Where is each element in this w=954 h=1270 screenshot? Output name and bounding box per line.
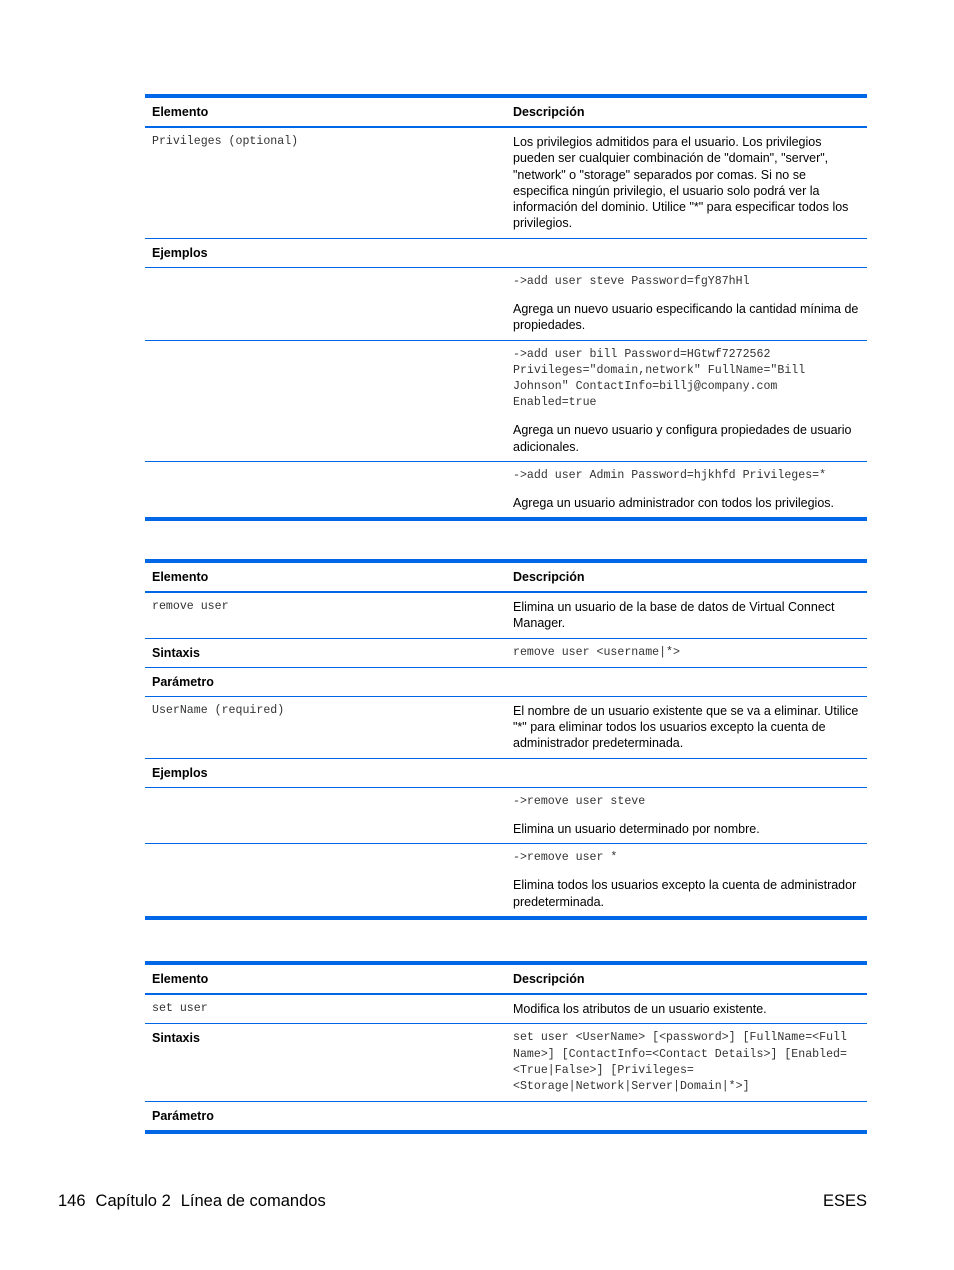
example-description: Elimina un usuario determinado por nombre. [513, 821, 760, 836]
header-elemento: Elemento [152, 570, 209, 584]
table-row [145, 593, 867, 639]
table-set-user [145, 961, 867, 1134]
param-label: Parámetro [152, 674, 214, 689]
header-descripcion: Descripción [513, 972, 585, 986]
example-command: ->remove user steve [513, 794, 646, 808]
example-row [145, 788, 867, 845]
examples-label: Ejemplos [152, 245, 208, 260]
examples-label: Ejemplos [152, 765, 208, 780]
param-label: Parámetro [152, 1109, 214, 1124]
item-name: Privileges (optional) [152, 135, 299, 148]
syntax-label: Sintaxis [152, 645, 200, 660]
table-row [145, 995, 867, 1024]
example-row [145, 341, 867, 462]
example-row [145, 462, 867, 518]
table-add-user [145, 94, 867, 521]
example-description: Agrega un nuevo usuario y configura propiedades de usuario adicionales. [513, 423, 852, 454]
param-description: El nombre de un usuario existente que se va a eliminar. Utilice "*" para eliminar todos los usuarios excepto la cuenta de administrador predeterminada. [513, 703, 859, 751]
header-elemento: Elemento [152, 972, 209, 986]
param-row [145, 697, 867, 759]
header-descripcion: Descripción [513, 105, 585, 119]
param-name: UserName (required) [152, 703, 285, 717]
item-description: Elimina un usuario de la base de datos de Virtual Connect Manager. [513, 600, 835, 631]
item-description: Modifica los atributos de un usuario existente. [513, 1002, 767, 1016]
example-description: Elimina todos los usuarios excepto la cuenta de administrador predeterminada. [513, 878, 857, 909]
table-bottom-rule [145, 517, 867, 521]
examples-label-row [145, 759, 867, 788]
table-bottom-rule [145, 1130, 867, 1134]
table-bottom-rule [145, 916, 867, 920]
table-remove-user [145, 559, 867, 920]
table-header-row [145, 563, 867, 593]
item-description: Los privilegios admitidos para el usuario. Los privilegios pueden ser cualquier combinación de "domain", "server", "network" o "storage" separados por comas. Si no se especifica ningún privilegio, el usuario solo podrá ver la información del dominio. Utilice "*" para especificar todos los privilegios. [513, 135, 849, 231]
example-command: ->add user steve Password=fgY87hHl [513, 274, 750, 288]
example-row [145, 268, 867, 341]
syntax-label: Sintaxis [152, 1031, 200, 1046]
header-elemento: Elemento [152, 105, 209, 119]
param-label-row [145, 1102, 867, 1130]
table-header-row [145, 965, 867, 995]
language-code: ESES [822, 1192, 867, 1210]
page-number: 146 [58, 1192, 86, 1210]
table-row [145, 128, 867, 239]
example-description: Agrega un usuario administrador con todos los privilegios. [513, 496, 835, 511]
example-row [145, 844, 867, 916]
table-header-row [145, 98, 867, 128]
chapter-title: Línea de comandos [180, 1192, 326, 1210]
chapter-label: Capítulo 2 [95, 1192, 171, 1210]
syntax-row [145, 639, 867, 668]
param-label-row [145, 668, 867, 697]
example-description: Agrega un nuevo usuario especificando la cantidad mínima de propiedades. [513, 301, 859, 333]
item-name: remove user [152, 600, 229, 613]
syntax-text: remove user <username|*> [513, 645, 680, 659]
example-command: ->remove user * [513, 851, 618, 865]
syntax-text: set user <UserName> [<password>] [FullName=<Full Name>] [ContactInfo=<Contact Details>] [Enabled=<True|False>] [Privileges=<Storage|Network|Server|Domain|*>] [513, 1031, 854, 1093]
examples-label-row [145, 239, 867, 268]
header-descripcion: Descripción [513, 570, 585, 584]
page-footer [58, 1190, 336, 1212]
item-name: set user [152, 1002, 208, 1015]
example-command: ->add user bill Password=HGtwf7272562 Privileges="domain,network" FullName="Bill Johnson" ContactInfo=billj@company.com Enabled=true [513, 347, 813, 410]
example-command: ->add user Admin Password=hjkhfd Privileges=* [513, 468, 827, 482]
syntax-row [145, 1024, 867, 1102]
